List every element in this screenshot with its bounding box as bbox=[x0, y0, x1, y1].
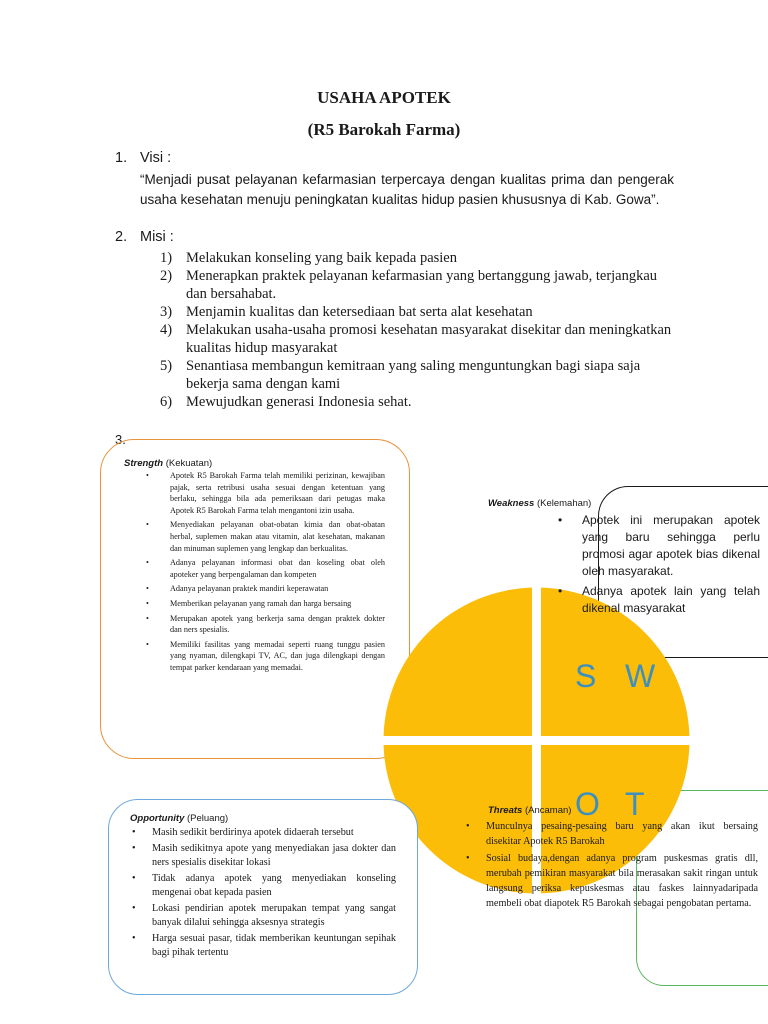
opportunity-title bbox=[130, 813, 228, 824]
threats-item: • Sosial budaya,dengan adanya program puskesmas gratis dll, merubah pemikiran masyarakat bila merasakan sakit ringan untuk langsung periksa kepuskesmas atau faskes lainnyadaripada membeli obat diapotek R5 Barokah sebagai pengobatan pertama. bbox=[464, 851, 758, 911]
opportunity-title-en: Opportunity bbox=[130, 813, 185, 824]
visi-text: “Menjadi pusat pelayanan kefarmasian terpercaya dengan kualitas prima dan pengerak usaha kesehatan menuju peningkatan kualitas hidup pasien khususnya di Kab. Gowa”. bbox=[140, 172, 674, 207]
opportunity-title-id: (Peluang) bbox=[187, 813, 229, 824]
opportunity-item: • Harga sesuai pasar, tidak memberikan keuntungan sepihak bagi pihak tertentu bbox=[120, 932, 396, 960]
opportunity-item: • Masih sedikit berdirinya apotek didaerah tersebut bbox=[120, 826, 396, 840]
strength-item: • Merupakan apotek yang berkerja sama dengan praktek dokter dan ners spesialis. bbox=[130, 613, 385, 636]
misi-item-text: Melakukan usaha-usaha promosi kesehatan masyarakat disekitar dan meningkatkan kualitas hidup masyarakat bbox=[186, 322, 672, 356]
swot-letter-o: O bbox=[575, 786, 600, 822]
opportunity-item: • Lokasi pendirian apotek merupakan tempat yang sangat banyak dilalui sehingga aksesnya strategis bbox=[120, 902, 396, 930]
misi-item-number: 2) bbox=[160, 268, 173, 284]
misi-item bbox=[160, 321, 680, 357]
misi-item-text: Menerapkan praktek pelayanan kefarmasian yang bertanggung jawab, terjangkau dan bersahabat. bbox=[186, 268, 658, 302]
misi-item-number: 4) bbox=[160, 322, 173, 338]
strength-title-en: Strength bbox=[124, 458, 164, 469]
strength-item: • Adanya pelayanan informasi obat dan koseling obat oleh apoteker yang berpengalaman dan kompeten bbox=[130, 557, 385, 580]
misi-item-number: 6) bbox=[160, 394, 173, 410]
weakness-title bbox=[488, 498, 591, 509]
misi-item-number: 3) bbox=[160, 304, 173, 320]
strength-item: • Menyediakan pelayanan obat-obatan kimia dan obat-obatan herbal, suplemen makan atau vitamin, alat kesehatan, makanan dan minuman suplemen yang lengkap dan berkualitas. bbox=[130, 519, 385, 554]
misi-number: 2. bbox=[115, 229, 128, 245]
threats-item: • Munculnya pesaing-pesaing baru yang akan ikut bersaing disekitar Apotek R5 Barokah bbox=[464, 819, 758, 849]
opportunity-item: • Masih sedikitnya apote yang menyediakan jasa dokter dan ners spesialis disekitar lokasi bbox=[120, 842, 396, 870]
weakness-title-en: Weakness bbox=[488, 498, 535, 509]
weakness-item: • Apotek ini merupakan apotek yang baru sehingga perlu promosi agar apotek bias dikenal oleh masyarakat. bbox=[556, 512, 760, 580]
misi-item-text: Melakukan konseling yang baik kepada pasien bbox=[186, 250, 457, 266]
strength-item: • Apotek R5 Barokah Farma telah memiliki perizinan, kewajiban pajak, serta retribusi usaha sesuai dengan ketentuan yang berlaku, sehingga bila ada pemeriksaan dari petugas maka Apotek R5 Barokah Farma telah mengantoni izin usaha. bbox=[130, 470, 385, 516]
misi-item bbox=[160, 303, 680, 321]
misi-item bbox=[160, 393, 680, 411]
misi-item-number: 5) bbox=[160, 358, 173, 374]
misi-item-number: 1) bbox=[160, 250, 173, 266]
misi-item bbox=[160, 249, 680, 267]
swot-letter-w: W bbox=[625, 658, 656, 694]
document-subtitle: (R5 Barokah Farma) bbox=[307, 120, 461, 139]
misi-item-text: Menjamin kualitas dan ketersediaan bat serta alat kesehatan bbox=[186, 304, 533, 320]
threats-title-id: (Ancaman) bbox=[524, 805, 572, 816]
weakness-title-id: (Kelemahan) bbox=[536, 498, 592, 509]
opportunity-list bbox=[120, 826, 396, 962]
misi-item bbox=[160, 357, 680, 393]
threats-title bbox=[488, 805, 571, 816]
misi-list bbox=[160, 249, 680, 411]
visi-number: 1. bbox=[115, 150, 128, 166]
swot-number: 3. bbox=[115, 432, 126, 447]
opportunity-item: • Tidak adanya apotek yang menyediakan konseling mengenai obat kepada pasien bbox=[120, 872, 396, 900]
weakness-item: • Adanya apotek lain yang telah dikenal masyarakat bbox=[556, 583, 760, 617]
misi-item-text: Mewujudkan generasi Indonesia sehat. bbox=[186, 394, 412, 410]
swot-letter-t: T bbox=[625, 786, 645, 822]
strength-title bbox=[124, 458, 212, 469]
strength-item: • Memberikan pelayanan yang ramah dan harga bersaing bbox=[130, 598, 385, 610]
misi-item-text: Senantiasa membangun kemitraan yang saling menguntungkan bagi siapa saja bekerja sama dengan kami bbox=[186, 358, 641, 392]
strength-item: • Memiliki fasilitas yang memadai seperti ruang tunggu pasien yang nyaman, dilengkapi TV, AC, dan juga dilengkapi dengan tempat parker kendaraan yang memadai. bbox=[130, 639, 385, 674]
weakness-list bbox=[556, 512, 760, 620]
document-title: USAHA APOTEK bbox=[317, 88, 451, 107]
strength-item: • Adanya pelayanan praktek mandiri keperawatan bbox=[130, 583, 385, 595]
threats-list bbox=[464, 819, 758, 913]
visi-label: Visi : bbox=[140, 150, 172, 166]
misi-label: Misi : bbox=[140, 229, 174, 245]
strength-list bbox=[130, 470, 385, 677]
strength-title-id: (Kekuatan) bbox=[165, 458, 213, 469]
threats-title-en: Threats bbox=[488, 805, 523, 816]
swot-letter-s: S bbox=[575, 658, 597, 694]
misi-item bbox=[160, 267, 680, 303]
